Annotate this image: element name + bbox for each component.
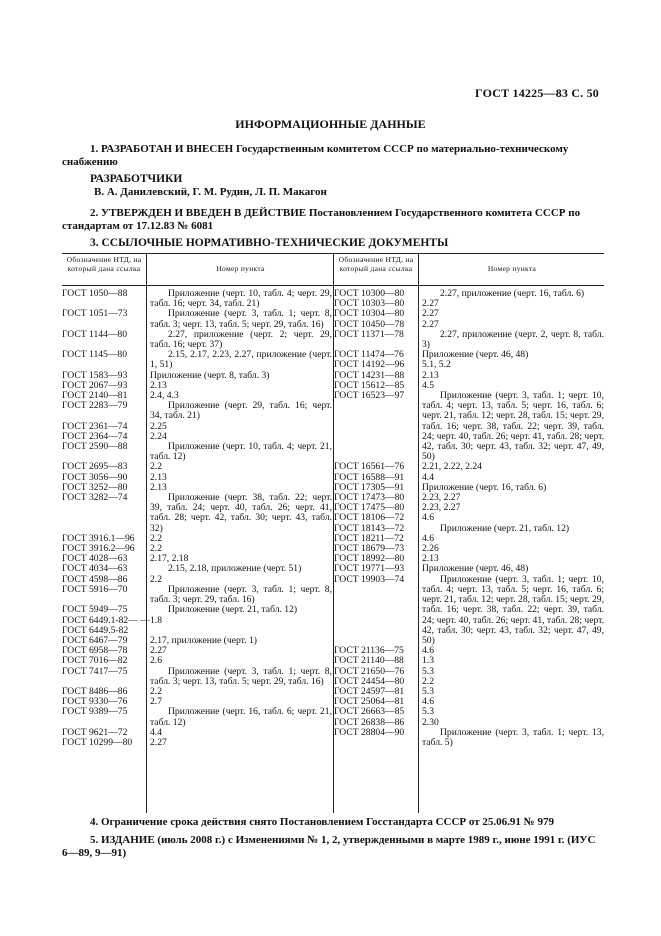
clause-number: 2.2 bbox=[422, 675, 434, 687]
table-row bbox=[62, 442, 332, 462]
ntd-designation: ГОСТ 11371—78 bbox=[334, 328, 404, 340]
clause-number: 4.5 bbox=[422, 379, 434, 391]
ntd-designation: ГОСТ 10300—80 bbox=[334, 288, 405, 299]
ntd-designation: ГОСТ 2140—81 bbox=[62, 390, 128, 402]
ntd-designation: ГОСТ 2361—74 bbox=[62, 420, 128, 432]
table-row bbox=[62, 493, 332, 534]
ntd-designation: ГОСТ 18679—73 bbox=[334, 543, 405, 555]
clause-number: 2.2 bbox=[150, 461, 162, 473]
clause-number: 4.6 bbox=[422, 512, 434, 524]
section-2-text: 2. УТВЕРЖДЕН И ВВЕДЕН В ДЕЙСТВИЕ Постановлением Государственного комитета СССР по стандартам от 17.12.83 № 6081 bbox=[62, 207, 581, 232]
clause-number: Приложение (черт. 3, табл. 1; черт. 8, табл. 3; черт. 29, табл. 16) bbox=[150, 583, 332, 606]
developers-label: РАЗРАБОТЧИКИ bbox=[90, 173, 183, 185]
clause-number: Приложение (черт. 16, табл. 6) bbox=[422, 481, 547, 493]
ntd-designation: ГОСТ 2364—74 bbox=[62, 430, 128, 442]
ntd-designation: ГОСТ 17475—80 bbox=[334, 502, 405, 514]
table-row bbox=[62, 616, 332, 636]
section-1-text: 1. РАЗРАБОТАН И ВНЕСЕН Государственным комитетом СССР по материально-техническому снабжению bbox=[62, 143, 569, 168]
left-head-num: Номер пункта bbox=[216, 264, 265, 273]
clause-number: 2.2 bbox=[150, 573, 162, 585]
table-row bbox=[62, 605, 332, 615]
clause-number: 2.23, 2.27 bbox=[422, 492, 461, 504]
ntd-designation: ГОСТ 15612—85 bbox=[334, 379, 405, 391]
clause-number: 2.17, приложение (черт. 1) bbox=[150, 634, 257, 646]
clause-number: Приложение (черт. 10, табл. 4; черт. 29, табл. 16; черт. 34, табл. 21) bbox=[150, 288, 332, 310]
ntd-designation: ГОСТ 21136—75 bbox=[334, 645, 404, 657]
ntd-designation: ГОСТ 2283—79 bbox=[62, 400, 128, 412]
clause-number: 5.1, 5.2 bbox=[422, 359, 451, 371]
ntd-designation: ГОСТ 5949—75 bbox=[62, 604, 128, 616]
section-3-heading: 3. ССЫЛОЧНЫЕ НОРМАТИВНО-ТЕХНИЧЕСКИЕ ДОКУМЕНТЫ bbox=[90, 237, 449, 249]
ntd-designation: ГОСТ 11474—76 bbox=[334, 349, 404, 361]
ntd-designation: ГОСТ 7016—82 bbox=[62, 655, 128, 667]
clause-number: 2.23, 2.27 bbox=[422, 502, 461, 514]
table-row bbox=[62, 585, 332, 605]
clause-number: 1.3 bbox=[422, 655, 434, 667]
clause-number: 2.26 bbox=[422, 543, 439, 555]
clause-number: 5.3 bbox=[422, 706, 434, 718]
ntd-designation: ГОСТ 17305—91 bbox=[334, 481, 405, 493]
clause-number: 5.3 bbox=[422, 665, 434, 677]
right-head-num: Номер пункта bbox=[487, 264, 537, 273]
clause-number: 2.27 bbox=[422, 318, 439, 330]
ntd-designation: ГОСТ 26663—85 bbox=[334, 706, 405, 718]
clause-number: 2.2 bbox=[150, 543, 162, 555]
table-row bbox=[334, 575, 604, 646]
clause-number: Приложение (черт. 21, табл. 12) bbox=[168, 604, 298, 616]
ntd-designation: ГОСТ 1145—80 bbox=[62, 349, 128, 361]
ntd-designation: ГОСТ 10299—80 bbox=[62, 736, 133, 748]
clause-number: Приложение (черт. 3, табл. 1; черт. 8, табл. 3; черт. 13, табл. 5; черт. 29, табл. 16) bbox=[150, 308, 332, 330]
ntd-designation: ГОСТ 6449.1-82— —ГОСТ 6449.5-82 bbox=[62, 614, 150, 636]
table-row bbox=[62, 401, 332, 421]
ntd-designation: ГОСТ 2695—83 bbox=[62, 461, 128, 473]
clause-number: 2.4, 4.3 bbox=[150, 390, 179, 402]
ntd-designation: ГОСТ 24454—80 bbox=[334, 675, 405, 687]
table-row bbox=[334, 728, 604, 748]
clause-number: Приложение (черт. 3, табл. 1; черт. 8, табл. 3; черт. 13, табл. 5; черт. 29, табл. 16) bbox=[150, 665, 332, 687]
ntd-designation: ГОСТ 1144—80 bbox=[62, 328, 128, 340]
ntd-designation: ГОСТ 18143—72 bbox=[334, 522, 405, 534]
clause-number: Приложение (черт. 38, табл. 22; черт. 39, табл. 24; черт. 40, табл. 26; черт. 41, табл. 28; черт. 42, табл. 30; черт. 43, табл. 32) bbox=[150, 492, 332, 534]
clause-number: 2.27 bbox=[422, 298, 439, 310]
ntd-designation: ГОСТ 24597—81 bbox=[334, 685, 405, 697]
clause-number: Приложение (черт. 16, табл. 6; черт. 21, табл. 12) bbox=[150, 706, 332, 728]
ntd-designation: ГОСТ 26838—86 bbox=[334, 716, 405, 728]
clause-number: Приложение (черт. 46, 48) bbox=[422, 563, 529, 575]
table-row bbox=[62, 330, 332, 350]
left-column bbox=[62, 253, 332, 813]
ntd-designation: ГОСТ 9621—72 bbox=[62, 726, 128, 738]
ntd-designation: ГОСТ 3252—80 bbox=[62, 481, 128, 493]
clause-number: Приложение (черт. 3, табл. 1; черт. 10, табл. 4; черт. 13, табл. 5; черт. 16, табл. 6; черт. 21, табл. 12; черт. 28, табл. 15; черт. 29, табл. 16; черт. 38, табл. 22; черт. 39, табл. 24; черт. 40, табл. 26; черт. 41, табл. 28; черт. 42, табл. 30; черт. 43, табл. 32; черт. 47, 49, 50) bbox=[422, 390, 605, 463]
ntd-designation: ГОСТ 25064—81 bbox=[334, 696, 405, 708]
ntd-designation: ГОСТ 5916—70 bbox=[62, 583, 128, 595]
clause-number: 2.13 bbox=[422, 369, 439, 381]
table-row bbox=[62, 309, 332, 329]
ntd-designation: ГОСТ 2067—93 bbox=[62, 379, 128, 391]
clause-number: 2.27, приложение (черт. 16, табл. 6) bbox=[440, 288, 585, 299]
clause-number: 2.25 bbox=[150, 420, 167, 432]
ntd-designation: ГОСТ 28804—90 bbox=[334, 726, 405, 738]
ntd-designation: ГОСТ 16523—97 bbox=[334, 390, 405, 402]
clause-number: 2.15, 2.17, 2.23, 2.27, приложение (черт. 1, 51) bbox=[150, 349, 332, 371]
ntd-designation: ГОСТ 4034—63 bbox=[62, 563, 128, 575]
clause-number: 1.8 bbox=[150, 614, 162, 626]
clause-number: 2.27 bbox=[422, 308, 439, 320]
ntd-designation: ГОСТ 19771—93 bbox=[334, 563, 405, 575]
clause-number: 2.21, 2.22, 2.24 bbox=[422, 461, 482, 473]
clause-number: 2.27, приложение (черт. 2; черт. 29, табл. 16; черт. 37) bbox=[150, 328, 332, 351]
clause-number: 2.13 bbox=[150, 481, 167, 493]
ntd-designation: ГОСТ 4028—63 bbox=[62, 553, 128, 565]
ntd-designation: ГОСТ 18106—72 bbox=[334, 512, 405, 524]
clause-number: Приложение (черт. 10, табл. 4; черт. 21, табл. 12) bbox=[150, 441, 332, 463]
ntd-designation: ГОСТ 10304—80 bbox=[334, 308, 405, 320]
table-row bbox=[334, 656, 604, 666]
ntd-designation: ГОСТ 6467—79 bbox=[62, 634, 128, 646]
table-row bbox=[62, 738, 332, 748]
reference-table bbox=[62, 253, 604, 813]
clause-number: 2.24 bbox=[150, 430, 167, 442]
table-row bbox=[334, 330, 604, 350]
clause-number: 2.7 bbox=[150, 696, 162, 708]
ntd-designation: ГОСТ 16561—76 bbox=[334, 461, 405, 473]
clause-number: 2.2 bbox=[150, 685, 162, 697]
clause-number: 5.3 bbox=[422, 685, 434, 697]
clause-number: Приложение (черт. 8, табл. 3) bbox=[150, 369, 270, 381]
ntd-designation: ГОСТ 6958—78 bbox=[62, 645, 128, 657]
ntd-designation: ГОСТ 21140—88 bbox=[334, 655, 404, 667]
ntd-designation: ГОСТ 17473—80 bbox=[334, 492, 405, 504]
clause-number: 2.27 bbox=[150, 736, 167, 748]
ntd-designation: ГОСТ 1051—73 bbox=[62, 308, 128, 320]
ntd-designation: ГОСТ 4598—86 bbox=[62, 573, 128, 585]
note-4: 4. Ограничение срока действия снято Постановлением Госстандарта СССР от 25.06.91 № 979 bbox=[90, 816, 554, 828]
clause-number: 4.6 bbox=[422, 645, 434, 657]
left-head-ref: Обозначение НТД, на который дана ссылка bbox=[66, 255, 142, 273]
ntd-designation: ГОСТ 9389—75 bbox=[62, 706, 128, 718]
table-row bbox=[62, 667, 332, 687]
ntd-designation: ГОСТ 18211—72 bbox=[334, 532, 404, 544]
clause-number: Приложение (черт. 46, 48) bbox=[422, 349, 529, 361]
table-row bbox=[334, 391, 604, 462]
clause-number: Приложение (черт. 3, табл. 1; черт. 10, табл. 4; черт. 13, табл. 5; черт. 16, табл. 6; черт. 21, табл. 12; черт. 28, табл. 15; черт. 29, табл. 16; черт. 38, табл. 22; черт. 39, табл. 24; черт. 40, табл. 26; черт. 41, табл. 28; черт. 42, табл. 30; черт. 43, табл. 32; черт. 47, 49, 50) bbox=[422, 573, 605, 646]
clause-number: 2.15, 2.18, приложение (черт. 51) bbox=[168, 563, 302, 575]
ntd-designation: ГОСТ 9330—76 bbox=[62, 696, 128, 708]
table-row bbox=[62, 289, 332, 309]
ntd-designation: ГОСТ 7417—75 bbox=[62, 665, 128, 677]
ntd-designation: ГОСТ 1583—93 bbox=[62, 369, 128, 381]
clause-number: 4.4 bbox=[422, 471, 434, 483]
clause-number: 2.13 bbox=[150, 471, 167, 483]
table-row bbox=[62, 656, 332, 666]
clause-number: 4.6 bbox=[422, 532, 434, 544]
table-row bbox=[62, 707, 332, 727]
ntd-designation: ГОСТ 16588—91 bbox=[334, 471, 405, 483]
clause-number: 2.17, 2.18 bbox=[150, 553, 189, 565]
clause-number: 2.27 bbox=[150, 645, 167, 657]
clause-number: 2.13 bbox=[422, 553, 439, 565]
ntd-designation: ГОСТ 3916.2—96 bbox=[62, 543, 135, 555]
right-head-ref: Обозначение НТД, на который дана ссылка bbox=[338, 255, 414, 273]
table-row bbox=[62, 350, 332, 370]
clause-number: 2.6 bbox=[150, 655, 162, 667]
ntd-designation: ГОСТ 8486—86 bbox=[62, 685, 128, 697]
clause-number: Приложение (черт. 29, табл. 16; черт. 34, табл. 21) bbox=[150, 400, 332, 422]
section-title: ИНФОРМАЦИОННЫЕ ДАННЫЕ bbox=[235, 117, 426, 131]
ntd-designation: ГОСТ 2590—88 bbox=[62, 441, 128, 453]
right-column bbox=[334, 253, 604, 813]
ntd-designation: ГОСТ 10450—78 bbox=[334, 318, 405, 330]
ntd-designation: ГОСТ 3282—74 bbox=[62, 492, 128, 504]
clause-number: 4.4 bbox=[150, 726, 162, 738]
ntd-designation: ГОСТ 19903—74 bbox=[334, 573, 405, 585]
clause-number: 2.27, приложение (черт. 2, черт. 8, табл. 3) bbox=[422, 328, 604, 351]
clause-number: Приложение (черт. 3, табл. 1; черт. 13, табл. 5) bbox=[422, 726, 604, 748]
ntd-designation: ГОСТ 14192—96 bbox=[334, 359, 405, 371]
ntd-designation: ГОСТ 18992—80 bbox=[334, 553, 405, 565]
clause-number: Приложение (черт. 21, табл. 12) bbox=[440, 522, 570, 534]
ntd-designation: ГОСТ 1050—88 bbox=[62, 288, 128, 299]
ntd-designation: ГОСТ 21650—76 bbox=[334, 665, 405, 677]
developers-names: В. А. Данилевский, Г. М. Рудин, Л. П. Макагон bbox=[94, 186, 327, 198]
ntd-designation: ГОСТ 10303—80 bbox=[334, 298, 405, 310]
ntd-designation: ГОСТ 3056—90 bbox=[62, 471, 128, 483]
clause-number: 4.6 bbox=[422, 696, 434, 708]
clause-number: 2.13 bbox=[150, 379, 167, 391]
page-header: ГОСТ 14225—83 С. 50 bbox=[475, 86, 599, 100]
ntd-designation: ГОСТ 14231—88 bbox=[334, 369, 405, 381]
table-row bbox=[334, 707, 604, 717]
ntd-designation: ГОСТ 3916.1—96 bbox=[62, 532, 135, 544]
note-5: 5. ИЗДАНИЕ (июль 2008 г.) с Изменениями № 1, 2, утвержденными в марте 1989 г., июне 1991 г. (ИУС 6—89, 9—91) bbox=[62, 834, 596, 859]
clause-number: 2.2 bbox=[150, 532, 162, 544]
clause-number: 2.30 bbox=[422, 716, 439, 728]
